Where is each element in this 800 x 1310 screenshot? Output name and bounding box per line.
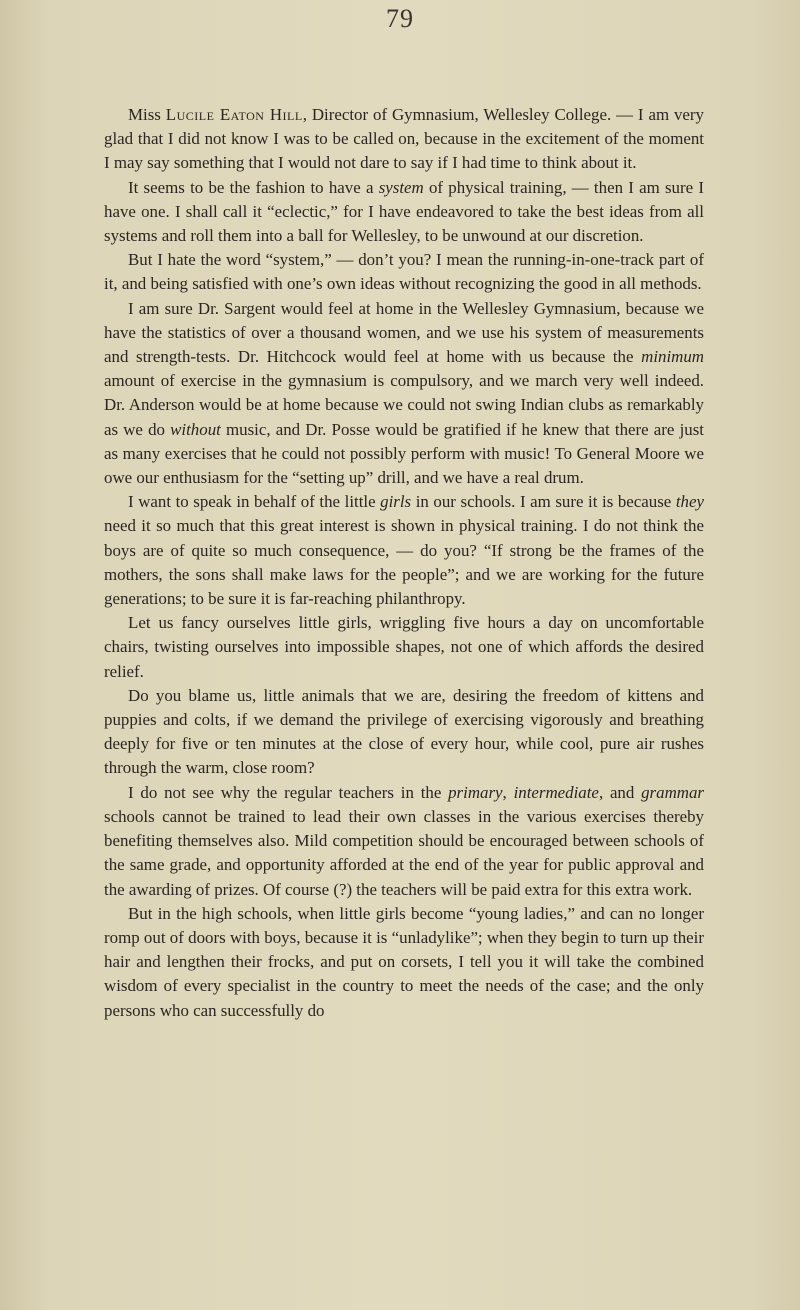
page-number: 79 — [386, 4, 414, 33]
italic-run: they — [675, 492, 704, 512]
body-text — [104, 103, 704, 1023]
speaker-title: , Director of Gymnasium, Wellesley College. — I am very glad that I did not know I was to be called on, because in the excitement of the moment I may say something that I would not dare to say if I had time to think about it. — [104, 105, 704, 173]
text-run: I do not see why the regular teachers in the — [128, 782, 449, 802]
text-run: , and — [598, 782, 642, 802]
italic-run: intermediate — [513, 782, 599, 802]
text-run: of physical training, — then I am sure I have one. I shall call it “eclectic,” for I have endeavored to take the best ideas from all systems and roll them into a ball for Wellesley, to be unwound at our discretion. — [104, 177, 704, 246]
italic-run: girls — [380, 492, 412, 512]
text-run: need it so much that this great interest is shown in physical training. I do not think the boys are of quite so much consequence, — do you? “If strong be the frames of the mothers, the sons shall make laws for the people”; and we are working for the future generations; to be sure it is far-reaching philanthropy. — [104, 516, 704, 609]
paragraph-9: But in the high schools, when little girls become “young ladies,” and can no longer romp out of doors with boys, because it is “unladylike”; when they begin to turn up their hair and lengthen their frocks, and put on corsets, I tell you it will take the combined wisdom of every specialist in the country to meet the needs of the case; and the only persons who can successfully do — [104, 903, 704, 1020]
text-run: , — [502, 782, 514, 802]
italic-run: without — [170, 419, 221, 439]
text-run: It seems to be the fashion to have a — [128, 177, 379, 197]
paragraph-2 — [104, 176, 704, 249]
speaker-name: Lucile Eaton Hill — [165, 105, 303, 124]
paragraph-1 — [104, 103, 704, 176]
paragraph-4 — [104, 297, 704, 491]
italic-run: grammar — [641, 782, 704, 802]
text-run: I am sure Dr. Sargent would feel at home in the Wellesley Gymnasium, because we have the statistics of over a thousand women, and we use his system of measurements and strength-tests. Dr. Hitchcock would feel at home with us because the — [104, 298, 704, 367]
text-run: amount of exercise in the gymnasium is compulsory, and we march very well indeed. Dr. Anderson would be at home because we could not swing Indian clubs as remarkably as we do — [104, 371, 704, 439]
italic-run: minimum — [641, 347, 704, 367]
speaker-prefix: Miss — [128, 105, 166, 124]
paragraph-7: Do you blame us, little animals that we are, desiring the freedom of kittens and puppies and colts, if we demand the privilege of exercising vigorously and breathing deeply for five or ten minutes at the close of every hour, while cool, pure air rushes through the warm, close room? — [104, 685, 704, 778]
paragraph-6: Let us fancy ourselves little girls, wriggling five hours a day on uncomfortable chairs, twisting ourselves into impossible shapes, not one of which affords the desired relief. — [104, 613, 704, 681]
paragraph-8 — [104, 781, 704, 902]
italic-run: system — [378, 177, 424, 197]
text-run: schools cannot be trained to lead their own classes in the various exercises thereby benefiting themselves also. Mild competition should be encouraged between schools of the same grade, and opportunity afforded at the end of the year for public approval and the awarding of prizes. Of course (?) the teachers will be paid extra for this extra work. — [104, 806, 704, 899]
text-run: in our schools. I am sure it is because — [411, 492, 676, 512]
text-run: I want to speak in behalf of the little — [128, 492, 381, 512]
paragraph-3: But I hate the word “system,” — don’t you? I mean the running-in-one-track part of it, and being satisfied with one’s own ideas without recognizing the good in all methods. — [104, 250, 704, 294]
paragraph-5 — [104, 490, 704, 611]
text-run: music, and Dr. Posse would be gratified if he knew that there are just as many exercises that he could not possibly perform with music! To General Moore we owe our enthusiasm for the “setting up” drill, and we have a real drum. — [104, 419, 704, 488]
italic-run: primary — [448, 782, 503, 802]
